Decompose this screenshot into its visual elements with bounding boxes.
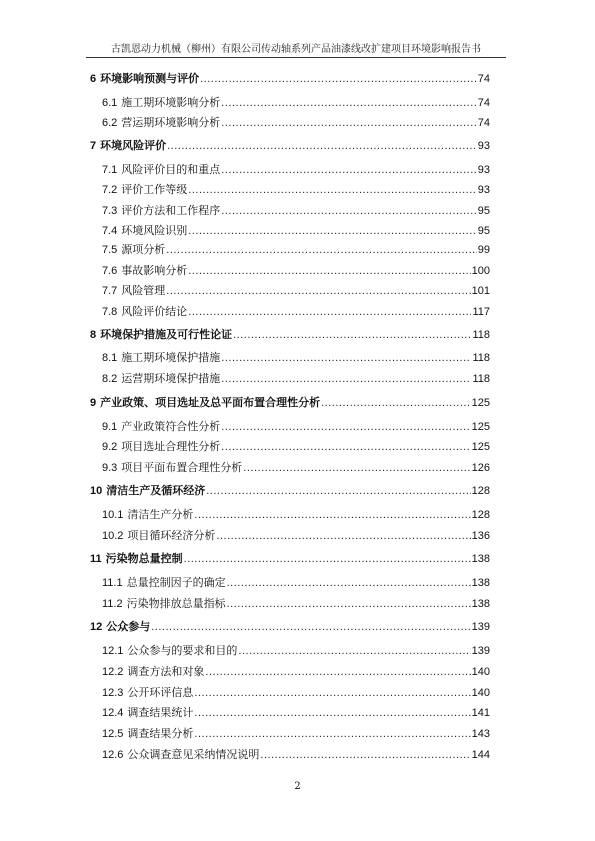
toc-entry-title: 环境风险识别 <box>121 224 188 237</box>
toc-entry-number: 7.5 <box>102 244 118 256</box>
toc-chapter-entry[interactable] <box>90 620 490 634</box>
toc-entry-number: 9.2 <box>102 441 118 453</box>
toc-entry-page: 100 <box>471 265 490 277</box>
toc-section-entry[interactable] <box>102 644 490 658</box>
toc-entry-title: 风险管理 <box>121 284 166 297</box>
toc-entry-page: 125 <box>471 397 490 409</box>
toc-entry-number: 12.5 <box>102 728 124 740</box>
toc-dot-leader <box>233 328 471 342</box>
toc-entry-page: 140 <box>471 666 490 678</box>
toc-dot-leader <box>221 116 476 130</box>
toc-entry-title: 清洁生产及循环经济 <box>106 485 206 497</box>
toc-dot-leader <box>194 706 470 720</box>
toc-entry-page: 143 <box>471 728 490 740</box>
toc-entry-page: 138 <box>471 598 490 610</box>
toc-chapter-entry[interactable] <box>90 139 490 153</box>
toc-entry-title: 环境保护措施及可行性论证 <box>100 329 233 341</box>
toc-entry-number: 7.6 <box>102 265 118 277</box>
toc-entry-number: 12.2 <box>102 666 124 678</box>
toc-entry-number: 12.4 <box>102 707 124 719</box>
toc-entry-number: 10.1 <box>102 509 124 521</box>
toc-dot-leader <box>221 372 471 386</box>
toc-section-entry[interactable] <box>102 529 490 543</box>
toc-entry-page: 144 <box>471 749 490 761</box>
toc-entry-title: 公众参与 <box>106 621 151 633</box>
toc-section-entry[interactable] <box>102 96 490 110</box>
toc-entry-page: 141 <box>471 707 490 719</box>
toc-dot-leader <box>321 396 471 410</box>
toc-dot-leader <box>221 351 471 365</box>
toc-entry-title: 总量控制因子的确定 <box>126 576 226 589</box>
toc-section-entry[interactable] <box>102 204 490 218</box>
toc-section-entry[interactable] <box>102 224 490 238</box>
toc-section-entry[interactable] <box>102 264 490 278</box>
toc-section-entry[interactable] <box>102 163 490 177</box>
toc-entry-page: 139 <box>471 645 490 657</box>
toc-entry-title: 施工期环境保护措施 <box>121 351 221 364</box>
toc-entry-title: 环境影响预测与评价 <box>100 73 200 85</box>
toc-entry-page: 93 <box>477 184 490 196</box>
toc-entry-title: 源项分析 <box>121 243 166 256</box>
toc-entry-number: 6.1 <box>102 97 118 109</box>
toc-entry-number: 9.1 <box>102 421 118 433</box>
toc-entry-number: 11.2 <box>102 598 123 610</box>
toc-entry-title: 风险评价目的和重点 <box>121 163 221 176</box>
toc-entry-page: 93 <box>477 140 490 152</box>
toc-section-entry[interactable] <box>102 461 490 475</box>
toc-section-entry[interactable] <box>102 706 490 720</box>
toc-dot-leader <box>227 576 471 590</box>
toc-dot-leader <box>260 748 470 762</box>
toc-entry-number: 7.7 <box>102 285 118 297</box>
toc-section-entry[interactable] <box>102 183 490 197</box>
toc-entry-title: 营运期环境影响分析 <box>121 116 221 129</box>
toc-entry-page: 118 <box>472 329 490 341</box>
toc-entry-number: 7.8 <box>102 306 118 318</box>
toc-dot-leader <box>238 644 470 658</box>
toc-entry-title: 风险评价结论 <box>121 305 188 318</box>
toc-dot-leader <box>184 552 471 566</box>
toc-entry-page: 128 <box>471 509 490 521</box>
toc-entry-title: 调查结果分析 <box>127 727 194 740</box>
toc-entry-page: 138 <box>471 577 490 589</box>
toc-section-entry[interactable] <box>102 597 490 611</box>
toc-entry-page: 118 <box>472 373 490 385</box>
toc-entry-page: 128 <box>471 485 490 497</box>
toc-entry-number: 8 <box>90 329 97 341</box>
toc-dot-leader <box>221 96 476 110</box>
toc-entry-title: 项目选址合理性分析 <box>121 440 221 453</box>
toc-entry-title: 公众参与的要求和目的 <box>127 644 238 657</box>
toc-entry-title: 公开环评信息 <box>127 686 194 699</box>
toc-entry-number: 7.4 <box>102 225 118 237</box>
toc-dot-leader <box>221 440 470 454</box>
toc-entry-number: 7.1 <box>102 164 118 176</box>
toc-dot-leader <box>221 420 470 434</box>
toc-entry-page: 125 <box>471 441 490 453</box>
toc-entry-title: 调查结果统计 <box>127 706 194 719</box>
toc-section-entry[interactable] <box>102 748 490 762</box>
toc-entry-title: 施工期环境影响分析 <box>121 96 221 109</box>
toc-entry-page: 139 <box>471 621 490 633</box>
toc-entry-title: 产业政策、项目选址及总平面布置合理性分析 <box>100 397 321 409</box>
page-number: 2 <box>294 781 301 792</box>
toc-entry-page: 74 <box>477 117 490 129</box>
toc-dot-leader <box>194 508 470 522</box>
toc-dot-leader <box>243 461 470 475</box>
toc-entry-number: 9 <box>90 397 97 409</box>
toc-section-entry[interactable] <box>102 116 490 130</box>
toc-dot-leader <box>227 597 471 611</box>
toc-entry-number: 6.2 <box>102 117 118 129</box>
toc-entry-page: 101 <box>471 285 490 297</box>
toc-dot-leader <box>188 264 470 278</box>
toc-entry-title: 清洁生产分析 <box>127 508 194 521</box>
toc-entry-number: 7.3 <box>102 205 118 217</box>
toc-section-entry[interactable] <box>102 576 490 590</box>
toc-entry-title: 污染物总量控制 <box>105 553 183 565</box>
toc-dot-leader <box>188 305 471 319</box>
toc-dot-leader <box>206 484 470 498</box>
toc-entry-number: 12.1 <box>102 645 124 657</box>
toc-entry-page: 140 <box>471 687 490 699</box>
toc-section-entry[interactable] <box>102 508 490 522</box>
toc-entry-title: 污染物排放总量指标 <box>126 597 226 610</box>
toc-dot-leader <box>221 163 476 177</box>
toc-entry-number: 9.3 <box>102 462 118 474</box>
toc-entry-number: 12.3 <box>102 687 124 699</box>
toc-entry-page: 125 <box>471 421 490 433</box>
toc-entry-title: 评价工作等级 <box>121 183 188 196</box>
toc-dot-leader <box>167 139 477 153</box>
toc-entry-title: 调查方法和对象 <box>127 665 205 678</box>
toc-entry-title: 项目平面布置合理性分析 <box>121 461 243 474</box>
toc-dot-leader <box>188 224 476 238</box>
toc-chapter-entry[interactable] <box>90 552 490 566</box>
toc-entry-number: 11.1 <box>102 577 123 589</box>
toc-entry-number: 12.6 <box>102 749 124 761</box>
toc-entry-title: 环境风险评价 <box>100 140 167 152</box>
toc-entry-page: 117 <box>472 306 490 318</box>
toc-chapter-entry[interactable] <box>90 396 490 410</box>
toc-section-entry[interactable] <box>102 284 490 298</box>
toc-entry-page: 95 <box>477 205 490 217</box>
toc-section-entry[interactable] <box>102 686 490 700</box>
header-rule <box>86 57 506 58</box>
toc-entry-title: 项目循环经济分析 <box>127 529 216 542</box>
toc-entry-number: 11 <box>90 553 102 565</box>
toc-section-entry[interactable] <box>102 351 490 365</box>
toc-chapter-entry[interactable] <box>90 484 490 498</box>
toc-entry-title: 运营期环境保护措施 <box>121 372 221 385</box>
toc-dot-leader <box>166 284 470 298</box>
toc-entry-title: 公众调查意见采纳情况说明 <box>127 748 260 761</box>
toc-dot-leader <box>166 243 476 257</box>
toc-section-entry[interactable] <box>102 305 490 319</box>
page-header: 古凯恩动力机械（柳州）有限公司传动轴系列产品油漆线改扩建项目环境影响报告书 <box>111 44 481 55</box>
toc-section-entry[interactable] <box>102 665 490 679</box>
toc-entry-page: 74 <box>477 97 490 109</box>
toc-entry-number: 10 <box>90 485 103 497</box>
toc-entry-page: 136 <box>471 530 490 542</box>
toc-dot-leader <box>188 183 476 197</box>
toc-dot-leader <box>221 204 476 218</box>
toc-entry-number: 12 <box>90 621 103 633</box>
toc-entry-title: 产业政策符合性分析 <box>121 420 221 433</box>
toc-entry-number: 10.2 <box>102 530 124 542</box>
toc-entry-page: 93 <box>477 164 490 176</box>
toc-entry-title: 事故影响分析 <box>121 264 188 277</box>
toc-entry-page: 138 <box>471 553 490 565</box>
toc-entry-number: 8.1 <box>102 352 118 364</box>
toc-section-entry[interactable] <box>102 372 490 386</box>
toc-entry-page: 95 <box>477 225 490 237</box>
toc-entry-number: 7.2 <box>102 184 118 196</box>
toc-entry-number: 6 <box>90 73 97 85</box>
toc-section-entry[interactable] <box>102 243 490 257</box>
toc-dot-leader <box>194 727 470 741</box>
toc-entry-number: 8.2 <box>102 373 118 385</box>
toc-chapter-entry[interactable] <box>90 72 490 86</box>
toc-section-entry[interactable] <box>102 440 490 454</box>
toc-dot-leader <box>194 686 470 700</box>
toc-entry-number: 7 <box>90 140 97 152</box>
toc-chapter-entry[interactable] <box>90 328 490 342</box>
toc-entry-page: 118 <box>472 352 490 364</box>
toc-dot-leader <box>200 72 477 86</box>
toc-entry-page: 99 <box>477 244 490 256</box>
toc-section-entry[interactable] <box>102 420 490 434</box>
toc-entry-page: 74 <box>477 73 490 85</box>
toc-entry-page: 126 <box>471 462 490 474</box>
toc-dot-leader <box>151 620 470 634</box>
toc-dot-leader <box>216 529 470 543</box>
toc-section-entry[interactable] <box>102 727 490 741</box>
toc-entry-title: 评价方法和工作程序 <box>121 204 221 217</box>
toc-dot-leader <box>205 665 470 679</box>
